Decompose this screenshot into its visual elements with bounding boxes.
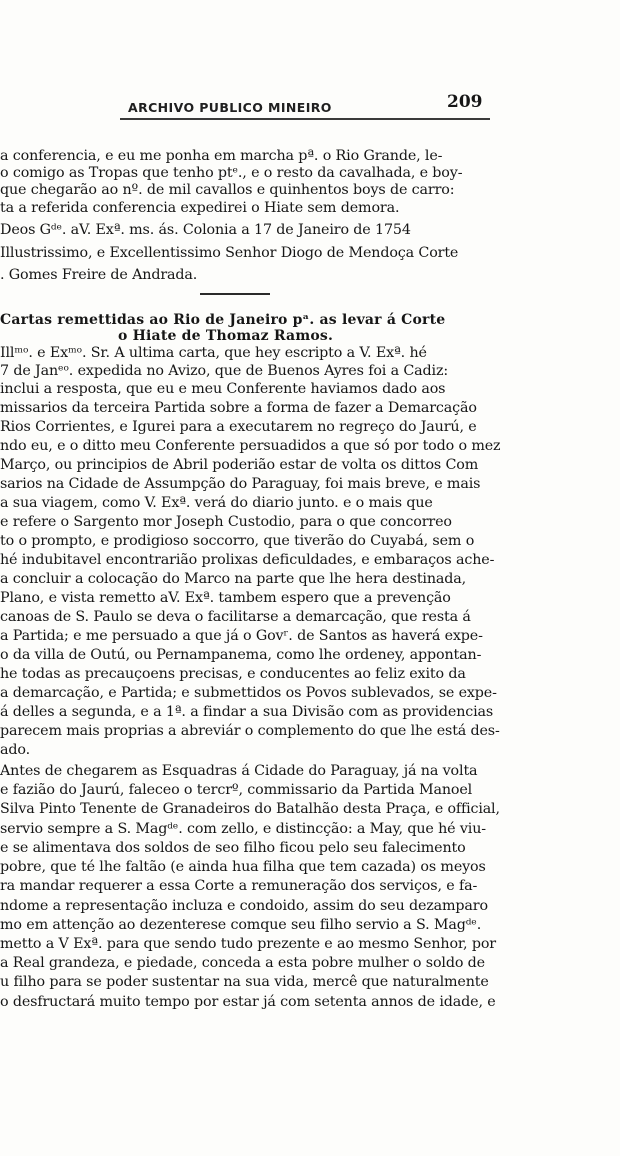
text-line: ra mandar requerer a essa Corte a remuneração dos serviços, e fa- <box>0 878 478 894</box>
dateline: Deos Gᵈᵉ. aV. Exª. ms. ás. Colonia a 17 de Janeiro de 1754 <box>0 222 411 238</box>
text-line: Illᵐᵒ. e Exᵐᵒ. Sr. A ultima carta, que hey escripto a V. Exª. hé <box>0 345 427 361</box>
text-line: parecem mais proprias a abreviár o complemento do que lhe está des- <box>0 723 500 739</box>
section-title-line-2: o Hiate de Thomaz Ramos. <box>118 328 334 344</box>
text-line: o comigo as Tropas que tenho ptᵉ., e o resto da cavalhada, e boy- <box>0 165 463 181</box>
text-line: Plano, e vista remetto aV. Exª. tambem espero que a prevenção <box>0 590 451 606</box>
text-line: Antes de chegarem as Esquadras á Cidade do Paraguay, já na volta <box>0 763 478 779</box>
text-line: ado. <box>0 742 30 758</box>
text-line: Rios Corrientes, e Igurei para a executarem no regreço do Jaurú, e <box>0 419 477 435</box>
text-line: hé indubitavel encontrarião prolixas deficuldades, e embaraços ache- <box>0 552 495 568</box>
text-line: a Real grandeza, e piedade, conceda a esta pobre mulher o soldo de <box>0 955 485 971</box>
text-line: u filho para se poder sustentar na sua vida, mercê que naturalmente <box>0 974 489 990</box>
text-line: a conferencia, e eu me ponha em marcha pª. o Rio Grande, le- <box>0 148 443 164</box>
text-line: e se alimentava dos soldos de seo filho ficou pelo seu falecimento <box>0 840 466 856</box>
text-line: 7 de Janᵉᵒ. expedida no Avizo, que de Buenos Ayres foi a Cadiz: <box>0 363 449 379</box>
page-number: 209 <box>447 92 483 112</box>
text-line: he todas as precauçoens precisas, e conducentes ao feliz exito da <box>0 666 466 682</box>
text-line: Março, ou principios de Abril poderião estar de volta os dittos Com <box>0 457 479 473</box>
text-line: sarios na Cidade de Assumpção do Paraguay, foi mais breve, e mais <box>0 476 481 492</box>
text-line: á delles a segunda, e a 1ª. a findar a sua Divisão com as providencias <box>0 704 494 720</box>
section-title-line-1: Cartas remettidas ao Rio de Janeiro pᵃ. as levar á Corte <box>0 312 446 328</box>
text-line: ndo eu, e o ditto meu Conferente persuadidos a que só por todo o mez <box>0 438 501 454</box>
text-line: ndome a representação incluza e condoido, assim do seu dezamparo <box>0 898 488 914</box>
text-line: inclui a resposta, que eu e meu Conferente haviamos dado aos <box>0 381 446 397</box>
text-line: a Partida; e me persuado a que já o Govʳ. de Santos as haverá expe- <box>0 628 483 644</box>
header-rule <box>120 118 490 120</box>
text-line: a sua viagem, como V. Exª. verá do diario junto. e o mais que <box>0 495 433 511</box>
text-line: mo em attenção ao dezenterese comque seu filho servio a S. Magᵈᵉ. <box>0 917 482 933</box>
text-line: to o prompto, e prodigioso soccorro, que tiverão do Cuyabá, sem o <box>0 533 475 549</box>
text-line: o desfructará muito tempo por estar já com setenta annos de idade, e <box>0 994 496 1010</box>
text-line: e refere o Sargento mor Joseph Custodio, para o que concorreo <box>0 514 452 530</box>
text-line: o da villa de Outú, ou Pernampanema, como lhe ordeney, appontan- <box>0 647 482 663</box>
text-line: que chegarão ao nº. de mil cavallos e quinhentos boys de carro: <box>0 182 455 198</box>
text-line: missarios da terceira Partida sobre a forma de fazer a Demarcação <box>0 400 477 416</box>
text-line: a demarcação, e Partida; e submettidos os Povos sublevados, se expe- <box>0 685 497 701</box>
text-line: canoas de S. Paulo se deva o facilitarse a demarcação, que resta á <box>0 609 471 625</box>
section-divider <box>200 293 270 295</box>
running-title: ARCHIVO PUBLICO MINEIRO <box>128 100 332 115</box>
text-line: servio sempre a S. Magᵈᵉ. com zello, e distincção: a May, que hé viu- <box>0 821 486 837</box>
text-line: a concluir a colocação do Marco na parte que lhe hera destinada, <box>0 571 467 587</box>
text-line: ta a referida conferencia expedirei o Hiate sem demora. <box>0 200 400 216</box>
text-line: metto a V Exª. para que sendo tudo prezente e ao mesmo Senhor, por <box>0 936 496 952</box>
text-line: pobre, que té lhe faltão (e ainda hua filha que tem cazada) os meyos <box>0 859 486 875</box>
addressee-line: Illustrissimo, e Excellentissimo Senhor Diogo de Mendoça Corte <box>0 245 459 261</box>
signature-line: . Gomes Freire de Andrada. <box>0 267 198 283</box>
text-line: Silva Pinto Tenente de Granadeiros do Batalhão desta Praça, e official, <box>0 801 500 817</box>
text-line: e fazião do Jaurú, faleceo o tercrº, commissario da Partida Manoel <box>0 782 473 798</box>
